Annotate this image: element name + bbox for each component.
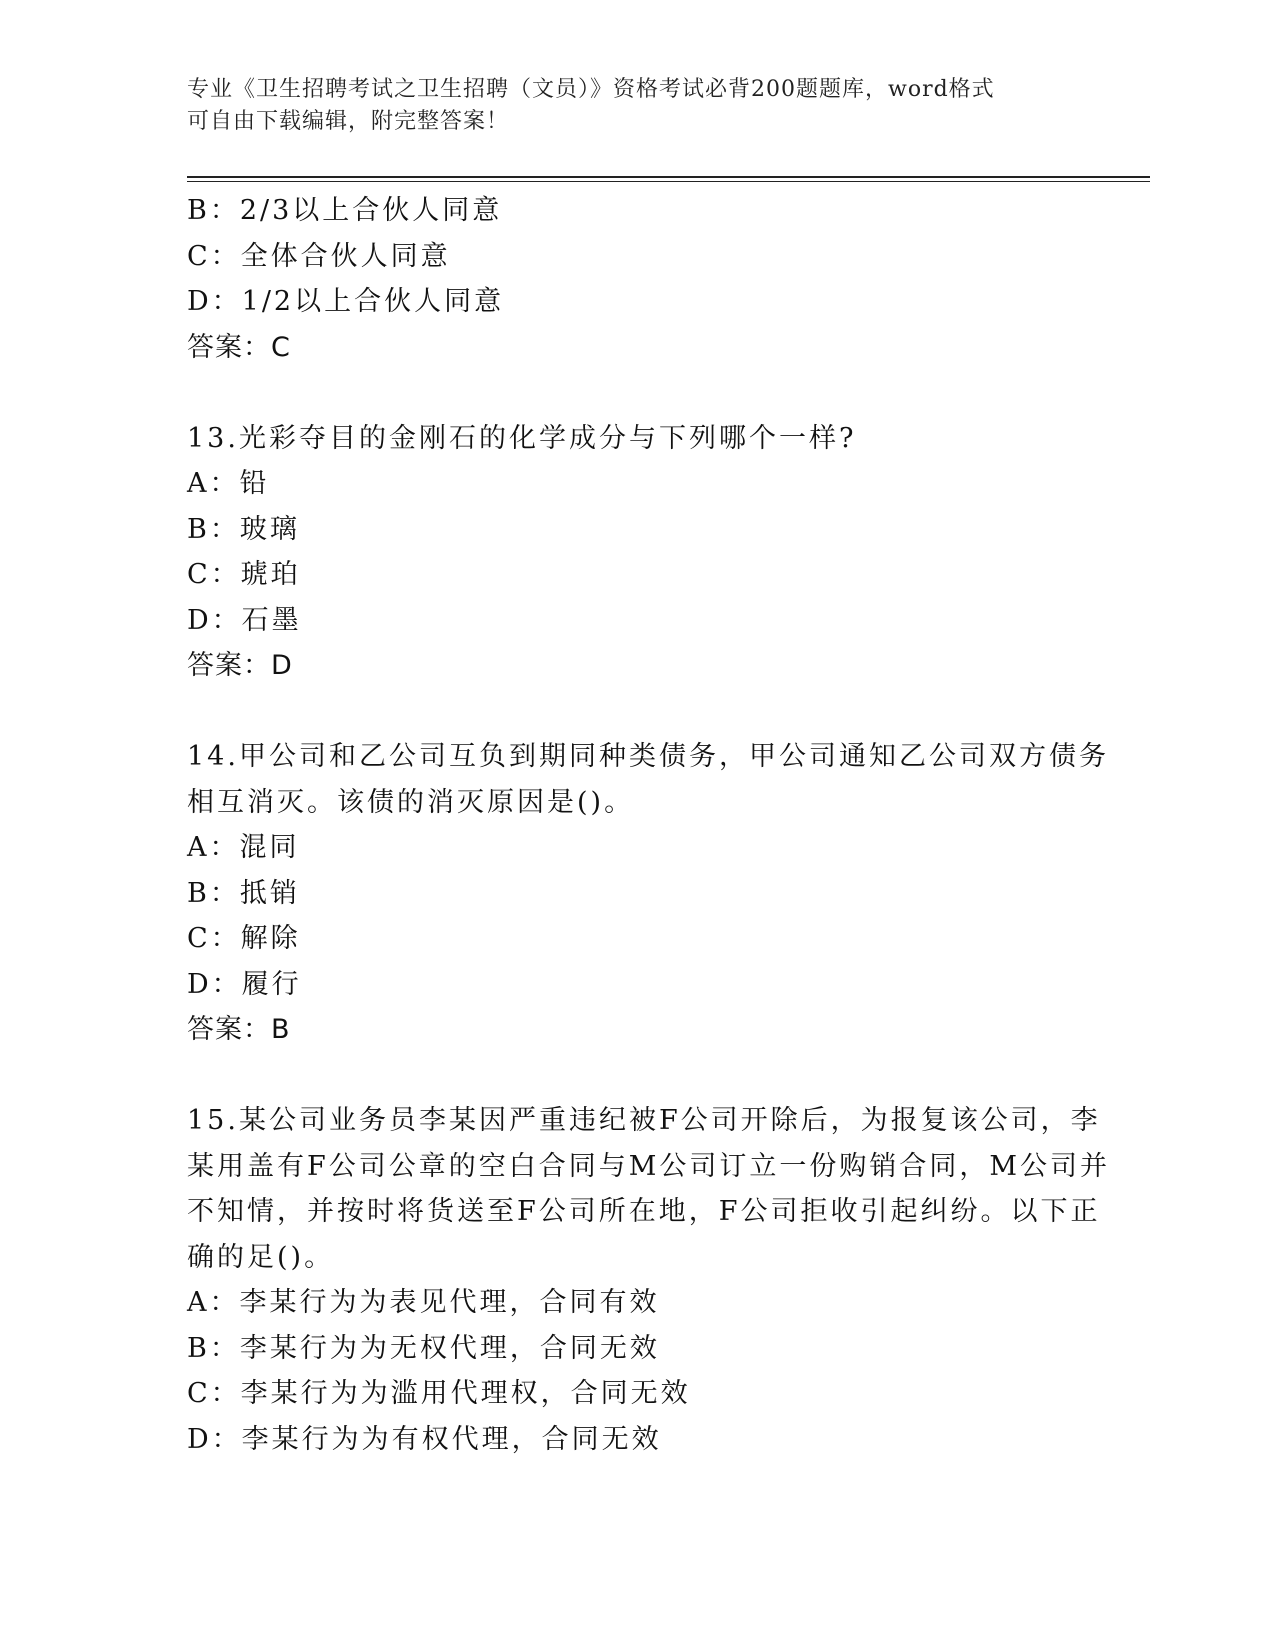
option-d: D：履行 [187,968,302,1000]
question-14 [187,734,1107,1053]
option-d: D：1/2以上合伙人同意 [187,286,505,317]
option-a: A：混同 [187,832,300,863]
answer-label: 答案：D [187,650,293,681]
spacer [187,1053,1107,1099]
question-stem-line-4: 确的足()。 [187,1241,335,1273]
header-title-line-1: 专业《卫生招聘考试之卫生招聘（文员）》资格考试必背200题题库，word格式 [187,77,995,102]
header-title-line-2: 可自由下载编辑，附完整答案！ [187,109,510,134]
option-b: B：2/3以上合伙人同意 [187,195,503,226]
answer-label: 答案：C [187,331,291,363]
spacer [187,689,1107,735]
option-a: A：铅 [187,468,270,499]
option-c: C：琥珀 [187,559,301,590]
option-b: B：抵销 [187,877,300,909]
question-stem-line-1: 14.甲公司和乙公司互负到期同种类债务，甲公司通知乙公司双方债务 [187,741,1109,772]
question-content [187,188,1111,1462]
question-stem-line-3: 不知情，并按时将货送至F公司所在地，F公司拒收引起纠纷。以下正 [187,1196,1101,1227]
question-15 [187,1098,1111,1462]
question-stem-line-1: 15.某公司业务员李某因严重违纪被F公司开除后，为报复该公司，李 [187,1105,1101,1136]
header-divider-thick [187,176,1150,178]
option-c: C：李某行为为滥用代理权，合同无效 [187,1378,691,1409]
answer-label: 答案：B [187,1014,291,1045]
option-a: A：李某行为为表见代理，合同有效 [187,1287,660,1318]
option-c: C：全体合伙人同意 [187,240,451,272]
header-divider-thin [187,181,1150,182]
document-header [187,74,1087,138]
question-stem-line-2: 某用盖有F公司公章的空白合同与M公司订立一份购销合同，M公司并 [187,1150,1111,1182]
option-c: C：解除 [187,923,301,954]
question-13 [187,416,1107,689]
option-b: B：玻璃 [187,513,300,545]
option-d: D：李某行为为有权代理，合同无效 [187,1423,662,1455]
prev-question-block [187,188,1107,370]
question-stem: 13.光彩夺目的金刚石的化学成分与下列哪个一样? [187,422,857,454]
spacer [187,370,1107,416]
option-d: D：石墨 [187,604,302,636]
option-b: B：李某行为为无权代理，合同无效 [187,1332,660,1364]
question-stem-line-2: 相互消灭。该债的消灭原因是()。 [187,786,635,818]
